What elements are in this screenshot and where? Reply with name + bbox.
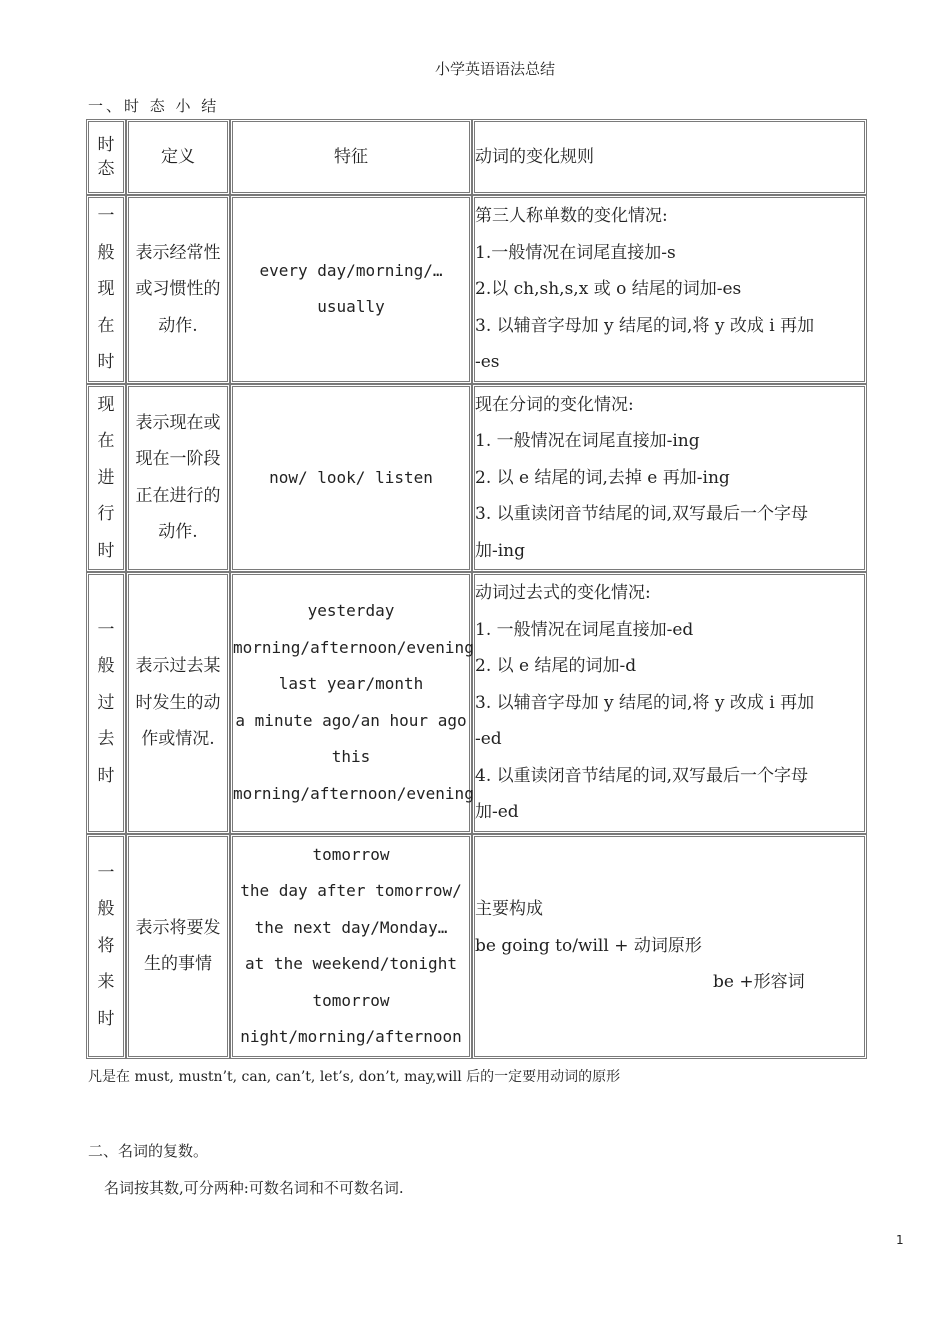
table-row (86, 834, 867, 1059)
section2-paragraph: 名词按其数,可分两种:可数名词和不可数名词. (104, 1179, 404, 1197)
rule-line: 3. 以辅音字母加 y 结尾的词,将 y 改成 i 再加 (475, 315, 815, 336)
page-title: 小学英语语法总结 (434, 60, 555, 78)
rule-line: 2. 以 e 结尾的词,去掉 e 再加-ing (475, 467, 730, 488)
header-rules: 动词的变化规则 (472, 119, 867, 195)
feature-line: tomorrow (312, 844, 390, 864)
feature-line: now/ look/ listen (269, 467, 433, 487)
definition-cell: 表示经常性或习惯性的动作. (126, 195, 230, 384)
feature-line: at the weekend/tonight (245, 954, 457, 973)
features-cell (230, 834, 472, 1059)
feature-line: a minute ago/an hour ago (235, 710, 467, 730)
table-header-row (86, 119, 867, 195)
rule-line: 1. 一般情况在词尾直接加-ing (475, 431, 700, 451)
rule-line: be +形容词 (713, 972, 805, 993)
feature-line: every day/morning/… (259, 260, 443, 280)
modal-verb-note: 凡是在 must, mustn’t, can, can’t, let’s, don’t, may,will 后的一定要用动词的原形 (88, 1069, 621, 1085)
rule-line: 3. 以辅音字母加 y 结尾的词,将 y 改成 i 再加 (475, 692, 815, 713)
feature-line: morning/afternoon/evening (233, 783, 474, 803)
features-cell (230, 195, 472, 384)
rule-line: be going to/will + 动词原形 (475, 935, 702, 956)
table-row (86, 384, 867, 573)
rule-line: -es (475, 352, 500, 372)
rule-line: 2.以 ch,sh,s,x 或 o 结尾的词加-es (475, 279, 742, 299)
tense-name: 一般将来时 (97, 862, 115, 1029)
rules-cell (472, 572, 867, 834)
feature-line: yesterday (307, 601, 395, 621)
tense-name: 一般过去时 (97, 619, 115, 786)
section-heading-tenses: 一、时 态 小 结 (88, 97, 220, 115)
rule-line: 主要构成 (475, 899, 543, 920)
tense-cell (86, 384, 126, 573)
tense-name: 现在进行时 (97, 394, 115, 561)
tense-name: 一般现在时 (97, 206, 115, 372)
rules-cell (472, 195, 867, 384)
definition-cell: 表示过去某时发生的动作或情况. (126, 572, 230, 834)
rule-line: 2. 以 e 结尾的词加-d (475, 656, 637, 676)
rules-cell (472, 834, 867, 1059)
definition-cell: 表示将要发生的事情 (126, 834, 230, 1059)
rule-line: 加-ed (475, 802, 519, 822)
feature-line: usually (317, 297, 385, 317)
rule-line: 3. 以重读闭音节结尾的词,双写最后一个字母 (475, 504, 809, 524)
page-number: 1 (896, 1233, 904, 1247)
section-heading-plurals: 二、名词的复数。 (88, 1142, 209, 1160)
feature-line: tomorrow (312, 990, 390, 1010)
rule-line: 第三人称单数的变化情况: (475, 206, 668, 226)
rules-cell (472, 384, 867, 573)
header-features: 特征 (230, 119, 472, 195)
feature-line: the next day/Monday… (254, 917, 448, 937)
feature-line: morning/afternoon/evening (233, 637, 474, 657)
table-row (86, 195, 867, 384)
header-definition: 定义 (126, 119, 230, 195)
header-tense-text: 时态 (97, 135, 115, 179)
tense-summary-table (86, 119, 867, 1059)
rule-line: -ed (475, 729, 502, 749)
features-cell (230, 384, 472, 573)
rule-line: 加-ing (475, 540, 526, 561)
tense-cell (86, 834, 126, 1059)
rule-line: 1. 一般情况在词尾直接加-ed (475, 619, 694, 640)
header-tense (86, 119, 126, 195)
features-cell (230, 572, 472, 834)
feature-line: this (331, 747, 371, 767)
feature-line: last year/month (278, 674, 424, 694)
rule-line: 动词过去式的变化情况: (475, 583, 651, 603)
rule-line: 4. 以重读闭音节结尾的词,双写最后一个字母 (475, 765, 809, 786)
tense-cell (86, 195, 126, 384)
table-row (86, 572, 867, 834)
rule-line: 现在分词的变化情况: (475, 394, 634, 415)
feature-line: the day after tomorrow/ (240, 881, 462, 900)
feature-line: night/morning/afternoon (240, 1027, 462, 1046)
definition-cell: 表示现在或现在一阶段正在进行的动作. (126, 384, 230, 573)
tense-cell (86, 572, 126, 834)
rule-line: 1.一般情况在词尾直接加-s (475, 242, 676, 263)
